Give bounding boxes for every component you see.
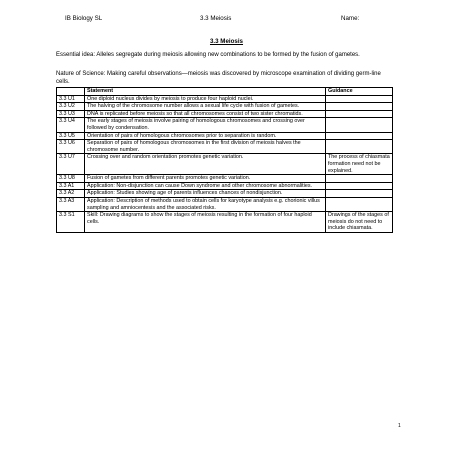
nature-of-science: Nature of Science: Making careful observations—meiosis was discovered by microscope examination of dividing germ-line cells. [56, 71, 381, 85]
table-row [57, 175, 393, 183]
table-row [57, 154, 393, 175]
header-topic: 3.3 Meiosis [200, 15, 232, 22]
table-row [57, 103, 393, 111]
row-guidance [326, 197, 393, 211]
row-guidance [326, 132, 393, 140]
row-statement: Skill: Drawing diagrams to show the stages of meiosis resulting in the formation of four haploid cells. [85, 212, 326, 233]
row-guidance [326, 118, 393, 132]
row-code: 3.3 A1 [57, 182, 85, 190]
row-guidance [326, 190, 393, 198]
row-statement: Orientation of pairs of homologous chromosomes prior to separation is random. [85, 132, 326, 140]
table-row [57, 132, 393, 140]
row-guidance [326, 182, 393, 190]
table-row [57, 182, 393, 190]
row-code: 3.3 U1 [57, 95, 85, 103]
row-statement: One diploid nucleus divides by meiosis to produce four haploid nuclei. [85, 95, 326, 103]
row-code: 3.3 U2 [57, 103, 85, 111]
row-statement: DNA is replicated before meiosis so that all chromosomes consist of two sister chromatids. [85, 110, 326, 118]
header-guidance: Guidance [326, 88, 393, 96]
row-statement: Application: Studies showing age of parents influences chances of nondisjunction. [85, 190, 326, 198]
row-code: 3.3 S1 [57, 212, 85, 233]
row-code: 3.3 U3 [57, 110, 85, 118]
row-statement: The halving of the chromosome number allows a sexual life cycle with fusion of gametes. [85, 103, 326, 111]
row-guidance: Drawings of the stages of meiosis do not need to include chiasmata. [326, 212, 393, 233]
row-statement: Application: Non-disjunction can cause Down syndrome and other chromosome abnormalities. [85, 182, 326, 190]
row-code: 3.3 U6 [57, 140, 85, 154]
header-statement: Statement [85, 88, 326, 96]
table-row [57, 95, 393, 103]
page-number: 1 [398, 423, 401, 429]
row-guidance [326, 140, 393, 154]
table-row [57, 118, 393, 132]
row-guidance [326, 95, 393, 103]
row-code: 3.3 A2 [57, 190, 85, 198]
row-code: 3.3 U4 [57, 118, 85, 132]
row-guidance [326, 110, 393, 118]
row-code: 3.3 U7 [57, 154, 85, 175]
header-name-field: Name: [341, 15, 360, 22]
header-code [57, 88, 85, 96]
table-row [57, 140, 393, 154]
row-guidance: The process of chiasmata formation need not be explained. [326, 154, 393, 175]
statements-table [56, 87, 393, 233]
row-statement: Application: Description of methods used to obtain cells for karyotype analysis e.g. chorionic villus sampling and amniocentesis and the associated risks. [85, 197, 326, 211]
row-statement: Separation of pairs of homologous chromosomes in the first division of meiosis halves the chromosome number. [85, 140, 326, 154]
table-row [57, 190, 393, 198]
row-guidance [326, 103, 393, 111]
row-statement: Fusion of gametes from different parents promotes genetic variation. [85, 175, 326, 183]
header-course: IB Biology SL [65, 15, 103, 22]
table-row [57, 197, 393, 211]
row-code: 3.3 U8 [57, 175, 85, 183]
essential-idea: Essential idea: Alleles segregate during meiosis allowing new combinations to be formed by the fusion of gametes. [56, 52, 360, 58]
row-code: 3.3 U5 [57, 132, 85, 140]
table-header-row [57, 88, 393, 96]
table-row [57, 110, 393, 118]
row-guidance [326, 175, 393, 183]
row-code: 3.3 A3 [57, 197, 85, 211]
row-statement: The early stages of meiosis involve pairing of homologous chromosomes and crossing over followed by condensation. [85, 118, 326, 132]
page-title: 3.3 Meiosis [209, 38, 244, 45]
row-statement: Crossing over and random orientation promotes genetic variation. [85, 154, 326, 175]
table-row [57, 212, 393, 233]
